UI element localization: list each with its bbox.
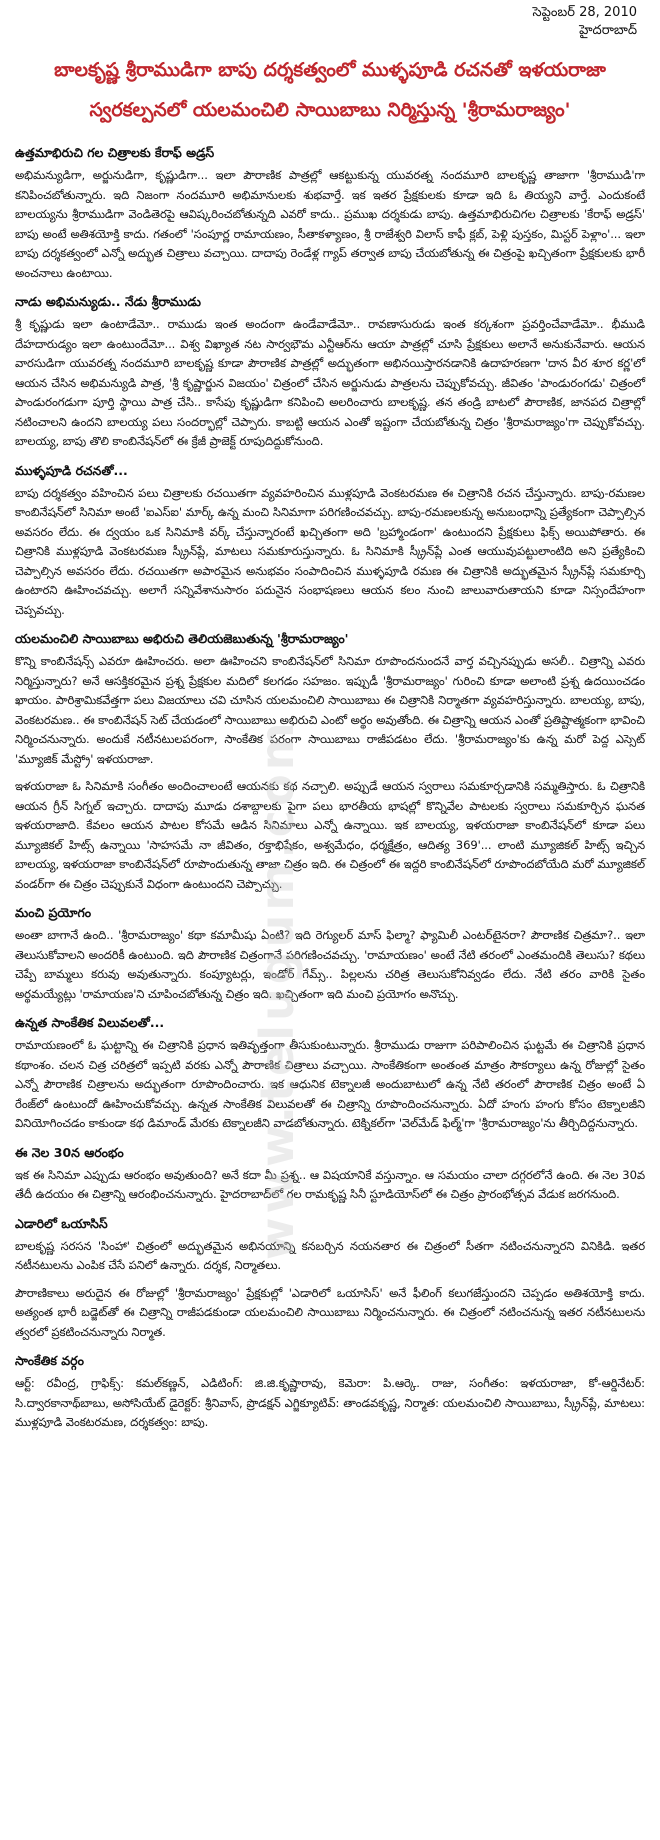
section-paragraph: రామాయణంలో ఓ ఘట్టాన్ని ఈ చిత్రానికి ప్రధాన ఇతివృత్తంగా తీసుకుంటున్నారు. శ్రీరాముడు రాజుగా పరిపాలించిన ఘట్టమే ఈ చిత్రానికి ప్రధాన కథాంశం. చలన చిత్ర చరిత్రలో ఇప్పటి వరకు ఎన్నో పౌరాణిక చిత్రాలు వచ్చాయి. సాంకేతికంగా అంతంత మాత్రం సౌకర్యాలు ఉన్న రోజుల్లో సైతం ఎన్నో పౌరాణిక చిత్రాలను అద్భుతంగా రూపొందించారు. ఇక ఆధునిక టెక్నాలజీ అందుబాటులో ఉన్న నేటి తరంలో పౌరాణిక చిత్రం అంటే ఏ రేంజ్‌లో ఉంటుందో ఊహించుకోవచ్చు. ఉన్నత సాంకేతిక విలువలతో ఈ చిత్రాన్ని రూపొందించనున్నారు. ఏదో హంగు హంగు కోసం టెక్నాలజీని వినియోగించడం కాకుండా కథ డిమాండ్ మేరకు టెక్నాలజీని వాడబోతున్నారు. టెక్నికల్‌గా 'వెల్‌మేడ్ ఫిల్మ్'గా 'శ్రీరామరాజ్యం'ను తీర్చిదిద్దనున్నారు. — [15, 1038, 645, 1130]
article-section — [15, 1352, 645, 1433]
section-title: సాంకేతిక వర్గం — [15, 1353, 84, 1368]
section-title: మంచి ప్రయోగం — [15, 905, 92, 920]
section-paragraph: ఇళయరాజా ఓ సినిమాకి సంగీతం అందించాలంటే ఆయనకు కథ నచ్చాలి. అప్పుడే ఆయన స్వరాలు సమకూర్చడానికి సమ్మతిస్తారు. ఓ చిత్రానికి ఆయన గ్రీన్ సిగ్నల్ ఇచ్చారు. దాదాపు మూడు దశాబ్దాలకు పైగా పలు భారతీయ భాషల్లో కొన్నివేల పాటలకు స్వరాలు సమకూర్చిన ఘనత ఇళయరాజాది. కేవలం ఆయన పాటల కోసమే ఆడిన సినిమాలు ఎన్నో ఉన్నాయి. ఇక బాలయ్య, ఇళయరాజా కాంబినేషన్‌లో కూడా పలు మ్యూజికల్ హిట్స్ ఉన్నాయి 'సాహసమే నా జీవితం, రక్తాభిషేకం, అశ్వమేధం, ధర్మక్షేత్రం, ఆదిత్య 369'... లాంటి మ్యూజికల్ హిట్స్ ఇచ్చిన బాలయ్య, ఇళయరాజా కాంబినేషన్‌లో రూపొందుతున్న తాజా చిత్రం ఇది. ఈ చిత్రంలో ఈ ఇద్దరి కాంబినేషన్‌లో రూపొందబోయేది మరో మ్యూజికల్ వండర్‌గా ఈ చిత్రం చెప్పుకునే విధంగా ఉంటుందని చెప్పొచ్చు. — [15, 779, 645, 891]
section-title: ఎడారిలో ఒయాసిస్ — [15, 1215, 108, 1231]
article-section — [15, 293, 645, 452]
article-section — [15, 1014, 645, 1134]
section-title: ఈ నెల 30న ఆరంభం — [15, 1144, 124, 1160]
section-title: ఉన్నత సాంకేతిక విలువలతో... — [15, 1015, 165, 1030]
article-section — [15, 144, 645, 283]
section-paragraph: శ్రీ కృష్ణుడు ఇలా ఉంటాడేమో.. రాముడు ఇంత అందంగా ఉండేవాడేమో.. రావణాసురుడు ఇంత కర్కశంగా ప్రవర్తించేవాడేమో.. భీముడి దేహదారుడ్యం ఇలా ఉంటుందేమో... విశ్వ విఖ్యాత నట సార్వభౌమ ఎన్టీఆర్‌ను ఆయా పాత్రల్లో చూసి ప్రేక్షకులు అలానే అనుకునేవారు. ఆయన వారసుడిగా యువరత్న నందమూరి బాలకృష్ణ కూడా పౌరాణిక పాత్రల్లో అద్భుతంగా అభినయిస్తారనడానికి ఉదాహరణగా 'దాన వీర శూర కర్ణ'లో ఆయన చేసిన అభిమన్యుడి పాత్ర, 'శ్రీ కృష్ణార్జున విజయం' చిత్రంలో చేసిన అర్జునుడు పాత్రలను చెప్పుకోవచ్చు. జీవితం 'పాండురంగడు' చిత్రంలో పాండురంగడుగా పూర్తి స్థాయి పాత్ర చేసి.. కాసేపు కృష్ణుడిగా కనిపించి అలరించారు బాలకృష్ణ. తన తండ్రి బాటలో పౌరాణిక, జానపద చిత్రాల్లో నటించాలని ఉందని బాలయ్య పలు సందర్భాల్లో చెప్పారు. కాబట్టి ఆయన ఎంతో ఇష్టంగా చేయబోతున్న చిత్రం 'శ్రీరామరాజ్యం'గా చెప్పుకోవచ్చు. బాలయ్య, బాపు తొలి కాంబినేషన్‌లో ఈ క్రేజీ ప్రాజెక్ట్ రూపుదిద్దుకోనుంది. — [15, 317, 645, 448]
article-date: సెప్టెంబర్ 28, 2010 — [532, 5, 637, 20]
section-paragraph: ఆర్ట్: రవీంద్ర, గ్రాఫిక్స్: కమల్‌కణ్ణన్, ఎడిటింగ్: జి.జి.కృష్ణారావు, కెమెరా: పి.ఆర్కె. రాజు, సంగీతం: ఇళయరాజా, కో-ఆర్డినేటర్: సి.ద్వారకానాథ్‌బాబు, అసోసియేట్ డైరెక్టర్: శ్రీనివాస్, ప్రొడక్షన్ ఎగ్జిక్యూటివ్: తాండవకృష్ణ, నిర్మాత: యలమంచిలి సాయిబాబు, స్క్రీన్‌ప్లే, మాటలు: ముళ్లపూడి వెంకటరమణ, దర్శకత్వం: బాపు. — [15, 1376, 645, 1429]
article-section — [15, 630, 645, 894]
section-title: ముళ్ళపూడి రచనతో... — [15, 462, 128, 478]
watermark: www.telugum.com — [250, 718, 304, 1260]
article-place: హైదరాబాద్ — [579, 23, 637, 38]
section-paragraph: బాపు దర్శకత్వం వహించిన పలు చిత్రాలకు రచయితగా వ్యవహరించిన ముళ్లపూడి వెంకటరమణ ఈ చిత్రానికి రచన చేస్తున్నారు. బాపు-రమణల కాంబినేషన్‌లో సినిమా అంటే 'ఐఎస్ఐ' మార్క్ ఉన్న మంచి సినిమాగా పరిగణించవచ్చు. బాపు-రమణలకున్న అనుబంధాన్ని ప్రత్యేకంగా చెప్పాల్సిన అవసరం లేదు. ఈ ద్వయం ఒక సినిమాకి వర్క్ చేస్తున్నారంటే ఖచ్చితంగా అది 'బ్రహ్మాండంగా' ఉంటుందని ప్రేక్షకులు ఫిక్స్ అయిపోతారు. ఈ చిత్రానికి ముళ్లపూడి వెంకటరమణ స్క్రీన్‌ప్లే, మాటలు సమకూరుస్తున్నారు. ఓ సినిమాకి స్క్రీన్‌ప్లే ఎంత ఆయువుపట్టులాంటిది అని ప్రత్యేకించి చెప్పాల్సిన అవసరం లేదు. రచయితగా అపారమైన అనుభవం సంపాదించిన ముళ్ళపూడి రమణ ఈ చిత్రానికి అద్భుతమైన స్క్రీన్‌ప్లే సమకూర్చి ఉంటారని ఊహించవచ్చు. అలాగే సన్నివేశానుసారం పదునైన సంభాషణలు ఆయన కలం నుంచి జాలువారుతాయని కూడా నిస్సందేహంగా చెప్పవచ్చు. — [15, 485, 645, 617]
dateline — [15, 0, 645, 40]
section-paragraph: పౌరాణికాలు అరుదైన ఈ రోజుల్లో 'శ్రీరామరాజ్యం' ప్రేక్షకుల్లో 'ఎడారిలో ఒయాసిస్' అనే ఫీలింగ్ కలుగజేస్తుందని చెప్పడం అతిశయోక్తి కాదు. అత్యంత భారీ బడ్జెట్‌తో ఈ చిత్రాన్ని రాజీపడకుండా యలమంచిలి సాయిబాబు నిర్మించనున్నారు. ఈ చిత్రంలో నటించనున్న ఇతర నటీనటులను త్వరలో ప్రకటించనున్నారు నిర్మాత. — [15, 1285, 645, 1339]
article-body — [15, 144, 645, 1433]
article-headline: బాలకృష్ణ శ్రీరాముడిగా బాపు దర్శకత్వంలో ముళ్ళపూడి రచనతో ఇళయరాజా స్వరకల్పనలో యలమంచిలి సాయిబాబు నిర్మిస్తున్న 'శ్రీరామరాజ్యం' — [54, 59, 606, 121]
article-section — [15, 1215, 645, 1343]
section-title: నాడు అభిమన్యుడు.. నేడు శ్రీరాముడు — [15, 294, 201, 309]
section-paragraph: అంతా బాగానే ఉంది.. 'శ్రీరామరాజ్యం' కథా కమామీషు ఏంటి? ఇది రెగ్యులర్ మాస్ ఫిల్మా? ఫ్యామిలీ ఎంటర్‌టైనరా? పౌరాణిక చిత్రమా?.. ఇలా తెలుసుకోవాలని అందరికీ ఉంటుంది. ఇది పౌరాణిక చిత్రంగానే పరిగణించవచ్చు. 'రామాయణం' అంటే నేటి తరంలో ఎంతమందికి తెలుసు? కథలు చెప్పే బామ్మలు కరువు అవుతున్నారు. కంప్యూటర్లు, ఇండోర్ గేమ్స్.. పిల్లలను చరిత్ర తెలుసుకోనివ్వడం లేదు. నేటి తరం వారికి సైతం అర్థమయ్యేట్లు 'రామాయణ'ని చూపించబోతున్న చిత్రం ఇది. ఖచ్చితంగా ఇది మంచి ప్రయోగం అనొచ్చు. — [15, 928, 645, 1001]
section-paragraph: అభిమన్యుడిగా, అర్జునుడిగా, కృష్ణుడిగా... ఇలా పౌరాణిక పాత్రల్లో ఆకట్టుకున్న యువరత్న నందమూరి బాలకృష్ణ తాజాగా 'శ్రీరాముడి'గా కనిపించబోతున్నారు. ఇది నిజంగా నందమూరి అభిమానులకు శుభవార్తే. ఇక ఇతర ప్రేక్షకులకు కూడా ఇది ఓ తియ్యని వార్తే. ఎందుకంటే బాలయ్యను శ్రీరాముడిగా వెండితెరపై ఆవిష్కరించబోతున్నది ఎవరో కాదు.. ప్రముఖ దర్శకుడు బాపు. ఉత్తమాభిరుచిగల చిత్రాలకు 'కేరాఫ్ అడ్రస్' బాపు అంటే అతిశయోక్తి కాదు. గతంలో 'సంపూర్ణ రామాయణం, సీతాకళ్యాణం, శ్రీ రాజేశ్వరి విలాస్ కాఫీ క్లబ్, పెళ్లి పుస్తకం, మిస్టర్ పెళ్లాం'... ఇలా బాపు దర్శకత్వంలో ఎన్నో అద్భుత చిత్రాలు వచ్చాయి. దాదాపు రెండేళ్ల గ్యాప్ తర్వాత బాపు చేయబోతున్న ఈ చిత్రంపై ఖచ్చితంగా ప్రేక్షకులకు భారీ అంచనాలు ఉంటాయి. — [15, 168, 645, 280]
section-title: ఉత్తమాభిరుచి గల చిత్రాలకు కేరాఫ్ అడ్రస్ — [15, 145, 215, 160]
article-section — [15, 462, 645, 621]
article-section — [15, 1144, 645, 1205]
section-paragraph: బాలకృష్ణ సరసన 'సింహా' చిత్రంలో అద్భుతమైన అభినయాన్ని కనబర్చిన నయనతార ఈ చిత్రంలో సీతగా నటించనున్నారని వినికిడి. ఇతర నటీనటులను ఎంపిక చేసే పనిలో ఉన్నారు. దర్శక, నిర్మాతలు. — [15, 1238, 645, 1272]
section-title: యలమంచిలి సాయిబాబు అభిరుచి తెలియజెబుతున్న 'శ్రీరామరాజ్యం' — [15, 631, 349, 646]
section-paragraph: కొన్ని కాంబినేషన్స్ ఎవరూ ఊహించరు. అలా ఊహించని కాంబినేషన్‌లో సినిమా రూపొందనుందనే వార్త వచ్చినప్పుడు అసలీ.. చిత్రాన్ని ఎవరు నిర్మిస్తున్నారు? అనే ఆసక్తికరమైన ప్రశ్న ప్రేక్షకుల మదిలో కలగడం సహజం. ఇప్పుడీ 'శ్రీరామరాజ్యం' గురించి కూడా అలాంటి ప్రశ్న ఉదయించడం ఖాయం. పారిశ్రామికవేత్తగా పలు విజయాలు చవి చూసిన యలమంచిలి సాయిబాబు ఈ చిత్రానికి నిర్మాతగా వ్యవహరిస్తున్నారు. బాలయ్య, బాపు, వెంకటరమణ.. ఈ కాంబినేషన్ సెట్ చేయడంలో సాయిబాబు అభిరుచి ఎంటో అర్థం అవుతోంది. ఈ చిత్రాన్ని ఆయన ఎంతో ప్రతిష్టాత్మకంగా భావించి నిర్మించనున్నారు. అందుకే నటీనటులపరంగా, సాంకేతిక పరంగా సాయిబాబు రాజీపడటం లేదు. 'శ్రీరామరాజ్యం'కు ఉన్న మరో పెద్ద ఎస్సెట్ 'మ్యూజిక్ మేస్ట్రో' ఇళయరాజా. — [15, 654, 645, 766]
article-section — [15, 904, 645, 1004]
section-paragraph: ఇక ఈ సినిమా ఎప్పుడు ఆరంభం అవుతుంది? అనే కదా మీ ప్రశ్న.. ఆ విషయానికే వస్తున్నాం. ఆ సమయం చాలా దగ్గరలోనే ఉంది. ఈ నెల 30వ తేదీ ఉదయం ఈ చిత్రాన్ని ఆరంభించనున్నారు. హైదరాబాద్‌లో గల రామకృష్ణ సినీ స్టూడియోస్‌లో ఈ చిత్రం ప్రారంభోత్సవ వేడుక జరగనుంది. — [15, 1167, 645, 1201]
